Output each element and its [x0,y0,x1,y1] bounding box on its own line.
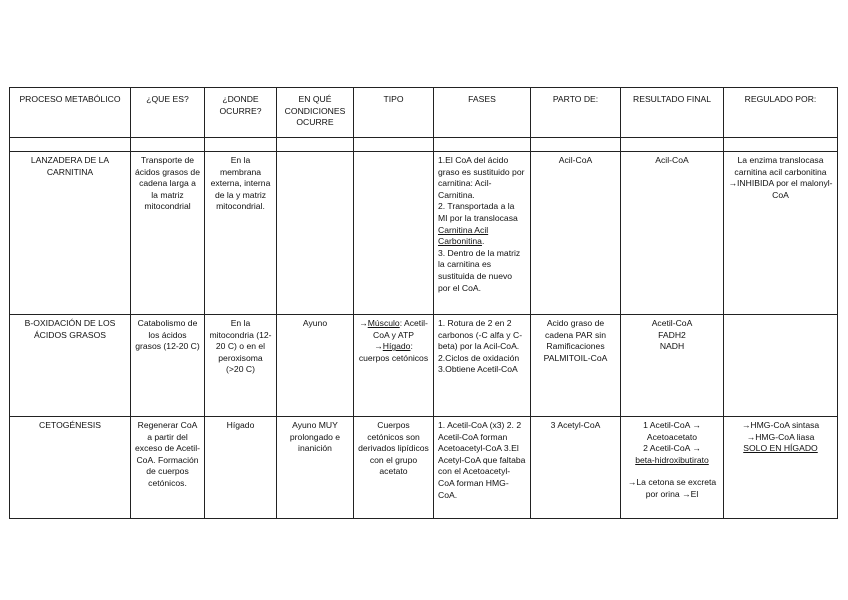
header-parto: PARTO DE: [531,88,621,138]
resultado-line-2-underlined: beta-hidroxibutirato [635,454,709,465]
cell-donde: En la mitocondria (12-20 C) o en el peroxisoma (>20 C) [205,315,277,417]
empty-cell [205,138,277,152]
empty-cell [354,138,434,152]
header-regulado: REGULADO POR: [724,88,838,138]
resultado-line-1: 1 Acetil-CoA → Acetoacetato [643,420,701,442]
cell-resultado [621,315,724,417]
table-row [10,315,838,417]
tipo-musculo: Músculo [367,318,400,328]
header-tipo: TIPO [354,88,434,138]
tipo-arrow-2: → [374,341,383,352]
resultado-fadh2: FADH2 [658,329,686,340]
empty-cell [434,138,531,152]
empty-cell [277,138,354,152]
cell-resultado [621,417,724,519]
cell-donde: En la membrana externa, interna de la y matriz mitocondrial. [205,152,277,315]
tipo-higado-rest: : cuerpos cetónicos [358,341,429,363]
empty-cell [621,138,724,152]
cell-proceso: B-OXIDACIÓN DE LOS ÁCIDOS GRASOS [10,315,131,417]
cell-fases: 1. Acetil-CoA (x3) 2. 2 Acetil-CoA forman Acetoacetyl-CoA 3.El Acetyl-CoA que faltaba con el Acetoacetyl-CoA forman HMG-CoA. [434,417,531,519]
cell-tipo [354,315,434,417]
cell-condiciones: Ayuno [277,315,354,417]
header-proceso: PROCESO METABÓLICO [10,88,131,138]
cell-proceso: CETOGÉNESIS [10,417,131,519]
header-row [10,88,838,138]
cell-que-es: Catabolismo de los ácidos grasos (12-20 C) [131,315,205,417]
header-fases: FASES [434,88,531,138]
cell-condiciones: Ayuno MUY prolongado e inanición [277,417,354,519]
cell-que-es: Transporte de ácidos grasos de cadena larga a la matriz mitocondrial [131,152,205,315]
cell-condiciones [277,152,354,315]
empty-cell [531,138,621,152]
cell-regulado [724,417,838,519]
cell-proceso: LANZADERA DE LA CARNITINA [10,152,131,315]
cell-parto: 3 Acetyl-CoA [531,417,621,519]
cell-donde: Hígado [205,417,277,519]
metabolism-table [9,87,838,519]
cell-regulado: La enzima translocasa carnitina acil carbonitina →INHIBIDA por el malonyl-CoA [724,152,838,315]
tipo-higado: Hígado [382,341,411,352]
header-que-es: ¿QUE ES? [131,88,205,138]
cell-tipo [354,152,434,315]
cell-regulado [724,315,838,417]
table-row [10,417,838,519]
table-row [10,152,838,315]
tipo-arrow-1: → [359,318,368,328]
tipo-musculo-rest: : Acetil-CoA y ATP [373,318,428,340]
empty-cell [724,138,838,152]
regulado-line-2: →HMG-CoA liasa [746,431,815,442]
fases-step-1: 1.El CoA del ácido graso es sustituido por carnitina: Acil-Carnitina. [438,155,525,200]
resultado-nadh: NADH [659,341,685,352]
empty-row [10,138,838,152]
header-donde: ¿DONDE OCURRE? [205,88,277,138]
cell-parto: Acil-CoA [531,152,621,315]
fases-step-3: 3. Dentro de la matriz la carnitina es sustituida de nuevo por el CoA. [438,247,521,293]
header-condiciones: EN QUÉ CONDICIONES OCURRE [277,88,354,138]
cell-que-es: Regenerar CoA a partir del exceso de Acetil-CoA. Formación de cuerpos cetónicos. [131,417,205,519]
empty-cell [131,138,205,152]
resultado-line-2: 2 Acetil-CoA → [643,443,701,454]
fases-step-2-underlined: Carnitina Acil Carbonitina [438,224,489,247]
empty-cell [10,138,131,152]
resultado-acetil-coa: Acetil-CoA [651,318,693,328]
header-resultado: RESULTADO FINAL [621,88,724,138]
cell-fases [434,152,531,315]
resultado-line-3: →La cetona se excreta por orina →El [627,477,717,499]
cell-parto: Acido graso de cadena PAR sin Ramificaciones PALMITOIL-CoA [531,315,621,417]
cell-tipo: Cuerpos cetónicos son derivados lipídicos con el grupo acetato [354,417,434,519]
regulado-line-1: →HMG-CoA sintasa [741,420,820,430]
regulado-line-3: SOLO EN HÍGADO [743,443,818,454]
fases-step-2-end: . [481,236,485,247]
cell-fases: 1. Rotura de 2 en 2 carbonos (-C alfa y C-beta) por la Acil-CoA. 2.Ciclos de oxidación 3.Obtiene Acetil-CoA [434,315,531,417]
fases-step-2: 2. Transportada a la MI por la translocasa [438,201,518,223]
cell-resultado: Acil-CoA [621,152,724,315]
